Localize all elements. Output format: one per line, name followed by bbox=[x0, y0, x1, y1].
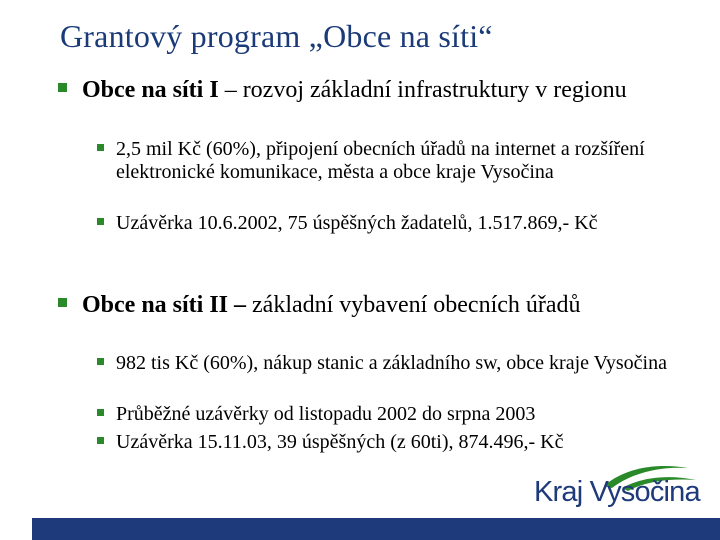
square-bullet-icon bbox=[97, 358, 104, 365]
footer-left-gap bbox=[0, 518, 32, 540]
sub-item-2-3 bbox=[116, 431, 676, 454]
footer-bar bbox=[32, 518, 720, 540]
sub-item-2-2 bbox=[116, 403, 676, 426]
square-bullet-icon bbox=[58, 298, 67, 307]
sub-item-text: Průběžné uzávěrky od listopadu 2002 do srpna 2003 bbox=[116, 403, 536, 425]
bullet-item-2 bbox=[82, 293, 682, 317]
square-bullet-icon bbox=[97, 218, 104, 225]
item-2-heading: Obce na síti II – bbox=[82, 292, 247, 318]
sub-item-text: 2,5 mil Kč (60%), připojení obecních úřadů na internet a rozšíření elektronické komunikace, města a obce kraje Vysočina bbox=[116, 138, 645, 183]
logo-text: Kraj Vysočina bbox=[534, 476, 700, 508]
bullet-item-1 bbox=[82, 78, 682, 102]
square-bullet-icon bbox=[97, 437, 104, 444]
kraj-vysocina-logo bbox=[530, 458, 706, 516]
sub-item-text: Uzávěrka 10.6.2002, 75 úspěšných žadatelů, 1.517.869,- Kč bbox=[116, 212, 598, 234]
square-bullet-icon bbox=[97, 409, 104, 416]
item-1-text: – rozvoj základní infrastruktury v regionu bbox=[218, 77, 627, 103]
sub-item-text: 982 tis Kč (60%), nákup stanic a základního sw, obce kraje Vysočina bbox=[116, 352, 667, 374]
item-1-heading: Obce na síti I bbox=[82, 77, 219, 103]
sub-item-2-1 bbox=[116, 352, 676, 375]
sub-item-text: Uzávěrka 15.11.03, 39 úspěšných (z 60ti), 874.496,- Kč bbox=[116, 431, 564, 453]
sub-item-1-1 bbox=[116, 138, 676, 184]
slide-title: Grantový program „Obce na síti“ bbox=[60, 18, 493, 54]
item-2-text: základní vybavení obecních úřadů bbox=[246, 292, 581, 318]
sub-item-1-2 bbox=[116, 212, 676, 235]
square-bullet-icon bbox=[58, 83, 67, 92]
square-bullet-icon bbox=[97, 144, 104, 151]
